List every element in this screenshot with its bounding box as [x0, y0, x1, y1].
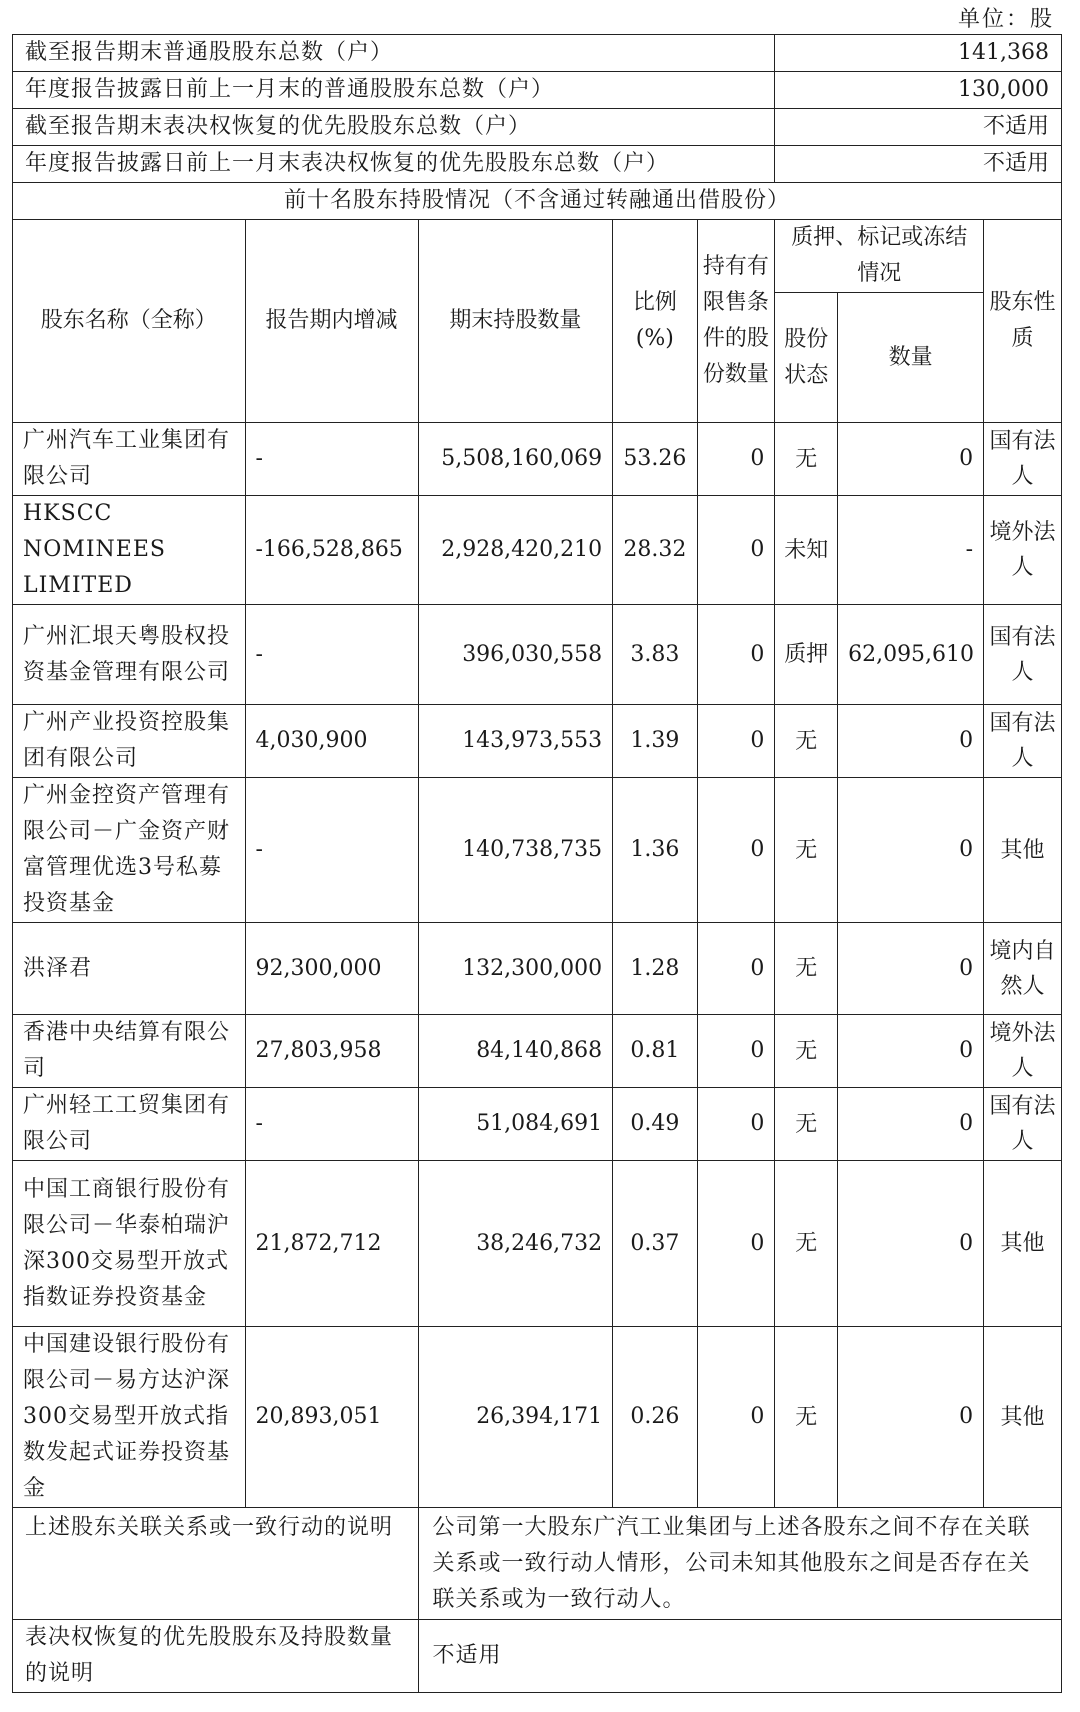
change-cell: 92,300,000: [245, 923, 418, 1015]
table-row: [13, 423, 1062, 496]
shareholder-name: 中国工商银行股份有限公司－华泰柏瑞沪深300交易型开放式指数证券投资基金: [13, 1161, 246, 1327]
restricted-cell: 0: [697, 923, 775, 1015]
shareholder-name: 广州产业投资控股集团有限公司: [13, 705, 246, 778]
pledge-status-cell: 无: [775, 778, 838, 923]
section-title-row: [13, 183, 1062, 220]
pledge-qty-cell: 0: [838, 1015, 984, 1088]
nature-cell: 国有法人: [984, 423, 1062, 496]
ratio-cell: 1.39: [613, 705, 697, 778]
shares-cell: 396,030,558: [418, 605, 613, 705]
shares-cell: 132,300,000: [418, 923, 613, 1015]
table-row: [13, 705, 1062, 778]
shareholder-name: 广州金控资产管理有限公司－广金资产财富管理优选3号私募投资基金: [13, 778, 246, 923]
shares-cell: 5,508,160,069: [418, 423, 613, 496]
shareholder-name: HKSCC NOMINEES LIMITED: [13, 496, 246, 605]
shareholder-name: 广州汽车工业集团有限公司: [13, 423, 246, 496]
change-cell: -: [245, 1088, 418, 1161]
nature-cell: 其他: [984, 778, 1062, 923]
restricted-cell: 0: [697, 778, 775, 923]
shareholder-name: 广州汇垠天粤股权投资基金管理有限公司: [13, 605, 246, 705]
nature-cell: 国有法人: [984, 605, 1062, 705]
summary-row: [13, 72, 1062, 109]
summary-value: 不适用: [775, 109, 1062, 146]
summary-label: 截至报告期末普通股股东总数（户）: [13, 35, 775, 72]
ratio-cell: 0.26: [613, 1327, 697, 1508]
nature-cell: 境内自然人: [984, 923, 1062, 1015]
change-cell: -166,528,865: [245, 496, 418, 605]
pledge-qty-cell: 0: [838, 1327, 984, 1508]
header-restricted: 持有有限售条件的股份数量: [697, 220, 775, 423]
table-row: [13, 605, 1062, 705]
table-row: [13, 1088, 1062, 1161]
ratio-cell: 3.83: [613, 605, 697, 705]
ratio-cell: 53.26: [613, 423, 697, 496]
summary-row: [13, 146, 1062, 183]
shares-cell: 38,246,732: [418, 1161, 613, 1327]
shares-cell: 2,928,420,210: [418, 496, 613, 605]
pledge-qty-cell: -: [838, 496, 984, 605]
pledge-status-cell: 无: [775, 705, 838, 778]
restricted-cell: 0: [697, 1015, 775, 1088]
pledge-status-cell: 无: [775, 1327, 838, 1508]
header-change: 报告期内增减: [245, 220, 418, 423]
pledge-status-cell: 无: [775, 923, 838, 1015]
note-text: 不适用: [418, 1620, 1061, 1693]
restricted-cell: 0: [697, 1088, 775, 1161]
ratio-cell: 0.81: [613, 1015, 697, 1088]
shareholder-name: 广州轻工工贸集团有限公司: [13, 1088, 246, 1161]
pledge-qty-cell: 0: [838, 923, 984, 1015]
summary-row: [13, 35, 1062, 72]
table-row: [13, 496, 1062, 605]
ratio-cell: 0.49: [613, 1088, 697, 1161]
change-cell: -: [245, 423, 418, 496]
ratio-cell: 28.32: [613, 496, 697, 605]
shareholder-table: [12, 34, 1062, 1693]
nature-cell: 国有法人: [984, 705, 1062, 778]
change-cell: 27,803,958: [245, 1015, 418, 1088]
summary-row: [13, 109, 1062, 146]
summary-label: 年度报告披露日前上一月末的普通股股东总数（户）: [13, 72, 775, 109]
change-cell: 4,030,900: [245, 705, 418, 778]
header-shares: 期末持股数量: [418, 220, 613, 423]
restricted-cell: 0: [697, 705, 775, 778]
pledge-qty-cell: 0: [838, 1161, 984, 1327]
summary-value: 不适用: [775, 146, 1062, 183]
header-pledge-status: 股份状态: [775, 293, 838, 423]
restricted-cell: 0: [697, 496, 775, 605]
pledge-status-cell: 无: [775, 1161, 838, 1327]
change-cell: -: [245, 778, 418, 923]
shares-cell: 143,973,553: [418, 705, 613, 778]
header-ratio: 比例(%): [613, 220, 697, 423]
nature-cell: 境外法人: [984, 1015, 1062, 1088]
pledge-qty-cell: 0: [838, 1088, 984, 1161]
ratio-cell: 0.37: [613, 1161, 697, 1327]
restricted-cell: 0: [697, 423, 775, 496]
note-text: 公司第一大股东广汽工业集团与上述各股东之间不存在关联关系或一致行动人情形，公司未知其他股东之间是否存在关联关系或为一致行动人。: [418, 1508, 1061, 1620]
note-row: [13, 1620, 1062, 1693]
shares-cell: 140,738,735: [418, 778, 613, 923]
header-pledge-qty: 数量: [838, 293, 984, 423]
nature-cell: 国有法人: [984, 1088, 1062, 1161]
shareholder-name: 洪泽君: [13, 923, 246, 1015]
change-cell: 20,893,051: [245, 1327, 418, 1508]
pledge-status-cell: 质押: [775, 605, 838, 705]
pledge-qty-cell: 0: [838, 778, 984, 923]
header-row: [13, 220, 1062, 293]
shares-cell: 26,394,171: [418, 1327, 613, 1508]
pledge-status-cell: 未知: [775, 496, 838, 605]
restricted-cell: 0: [697, 1327, 775, 1508]
nature-cell: 其他: [984, 1161, 1062, 1327]
pledge-status-cell: 无: [775, 1015, 838, 1088]
change-cell: -: [245, 605, 418, 705]
table-row: [13, 1161, 1062, 1327]
pledge-status-cell: 无: [775, 423, 838, 496]
header-name: 股东名称（全称）: [13, 220, 246, 423]
table-row: [13, 1015, 1062, 1088]
pledge-status-cell: 无: [775, 1088, 838, 1161]
table-row: [13, 923, 1062, 1015]
header-pledge-group: 质押、标记或冻结情况: [775, 220, 984, 293]
section-title: 前十名股东持股情况（不含通过转融通出借股份）: [13, 183, 1062, 220]
restricted-cell: 0: [697, 1161, 775, 1327]
unit-label: 单位：股: [957, 7, 1054, 32]
shares-cell: 51,084,691: [418, 1088, 613, 1161]
summary-value: 141,368: [775, 35, 1062, 72]
shareholder-name: 香港中央结算有限公司: [13, 1015, 246, 1088]
note-label: 表决权恢复的优先股股东及持股数量的说明: [13, 1620, 419, 1693]
pledge-qty-cell: 62,095,610: [838, 605, 984, 705]
ratio-cell: 1.28: [613, 923, 697, 1015]
pledge-qty-cell: 0: [838, 705, 984, 778]
nature-cell: 境外法人: [984, 496, 1062, 605]
nature-cell: 其他: [984, 1327, 1062, 1508]
table-row: [13, 1327, 1062, 1508]
change-cell: 21,872,712: [245, 1161, 418, 1327]
header-nature: 股东性质: [984, 220, 1062, 423]
ratio-cell: 1.36: [613, 778, 697, 923]
summary-value: 130,000: [775, 72, 1062, 109]
note-row: [13, 1508, 1062, 1620]
shareholder-name: 中国建设银行股份有限公司－易方达沪深300交易型开放式指数发起式证券投资基金: [13, 1327, 246, 1508]
shares-cell: 84,140,868: [418, 1015, 613, 1088]
summary-label: 截至报告期末表决权恢复的优先股股东总数（户）: [13, 109, 775, 146]
note-label: 上述股东关联关系或一致行动的说明: [13, 1508, 419, 1620]
restricted-cell: 0: [697, 605, 775, 705]
summary-label: 年度报告披露日前上一月末表决权恢复的优先股股东总数（户）: [13, 146, 775, 183]
table-row: [13, 778, 1062, 923]
pledge-qty-cell: 0: [838, 423, 984, 496]
